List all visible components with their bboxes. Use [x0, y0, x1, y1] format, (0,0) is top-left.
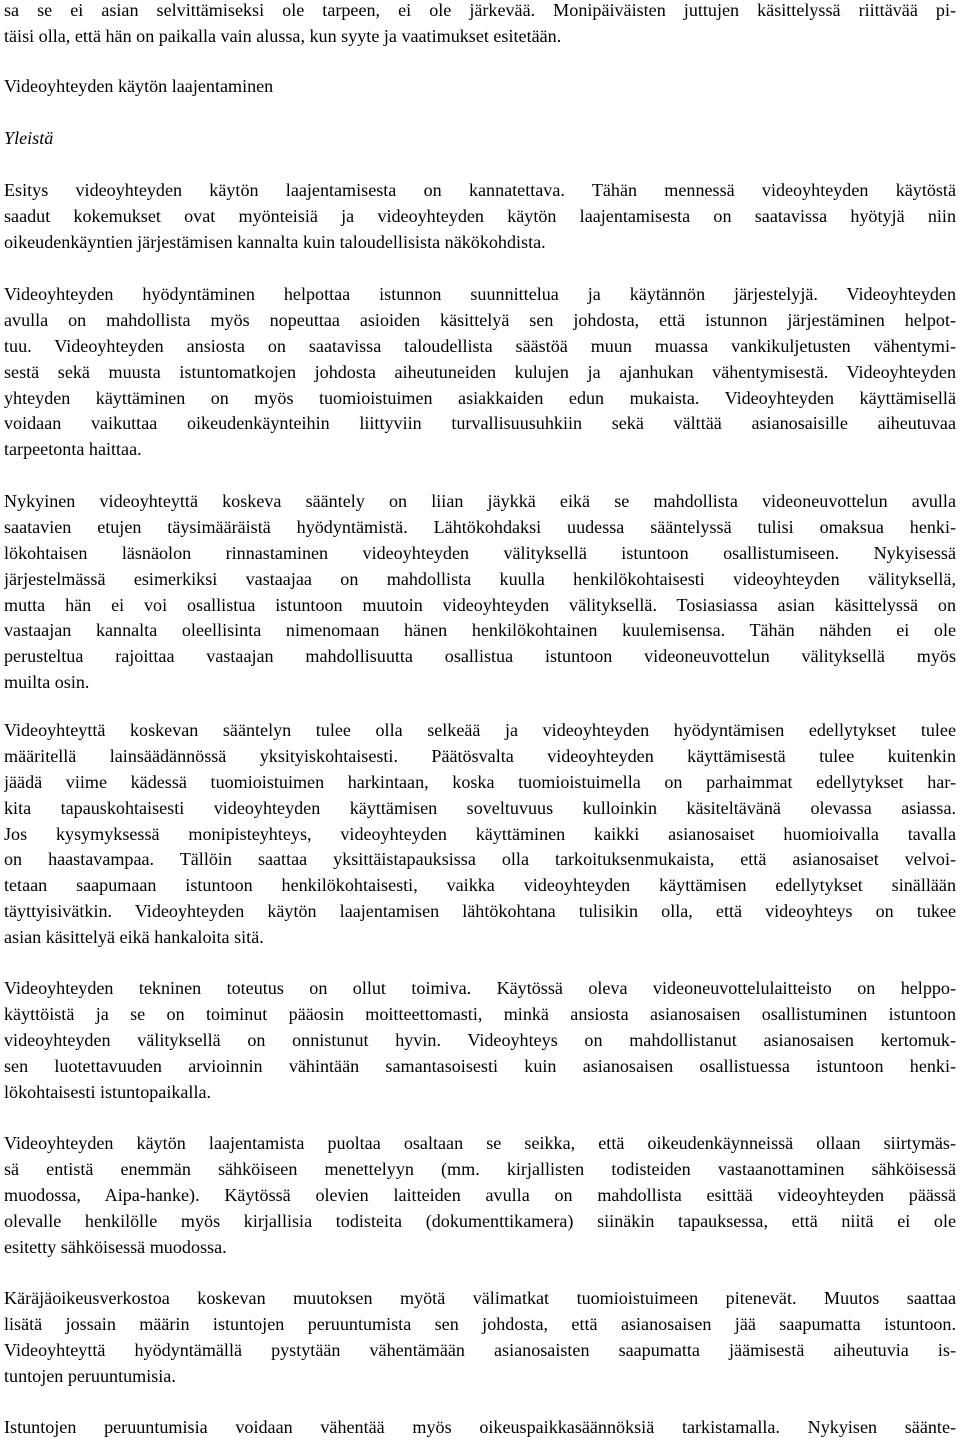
intro-paragraph: [4, 0, 956, 50]
text-line: määritellä lainsäädännössä yksityiskohtaisesti. Päätösvalta videoyhteyden käyttämisestä tulee kuitenkin: [4, 745, 956, 766]
text-line: Videoyhteyttä hyödyntämällä pystytään vähentämään asianosaisten saapumatta jäämisestä aiheutuvia is-: [4, 1339, 956, 1360]
text-line: Videoyhteyttä koskevan sääntelyn tulee olla selkeää ja videoyhteyden hyödyntämisen edellytykset tulee: [4, 720, 956, 740]
paragraph-5: [4, 976, 956, 1105]
subheading: Yleistä: [4, 128, 54, 148]
text-line: perusteltua rajoittaa vastaajan mahdollisuutta osallistua istuntoon videoneuvottelun välityksellä myös: [4, 646, 956, 667]
paragraph-3: [4, 489, 956, 696]
text-line: saatavien etujen täysimääräistä hyödyntämistä. Lähtökohdaksi uudessa sääntelyssä tulisi omaksua henki-: [4, 516, 956, 537]
paragraph-8: [4, 1415, 956, 1441]
text-line: tarpeetonta haittaa.: [4, 439, 142, 460]
text-line: videoyhteyden välityksellä on onnistunut hyvin. Videoyhteys on mahdollistanut asianosaisen kertomuk-: [4, 1029, 956, 1050]
text-line: sen luotettavuuden arvioinnin vähintään samantasoisesti kuin asianosaisen osallistuessa istuntoon henki-: [4, 1055, 956, 1076]
text-line: asian käsittelyä eikä hankaloita sitä.: [4, 927, 264, 948]
text-line: sa se ei asian selvittämiseksi ole tarpeen, ei ole järkevää. Monipäiväisten juttujen käsittelyssä riittävää pi-: [4, 0, 956, 20]
text-line: Jos kysymyksessä monipisteyhteys, videoyhteyden käyttäminen kaikki asianosaiset huomioivalla tavalla: [4, 823, 956, 844]
text-line: sä entistä enemmän sähköiseen menettelyyn (mm. kirjallisten todisteiden vastaanottaminen sähköisessä: [4, 1158, 956, 1179]
paragraph-2: [4, 282, 956, 463]
text-line: Videoyhteyden käytön laajentamista puoltaa osaltaan se seikka, että oikeudenkäynneissä ollaan siirtymäs-: [4, 1133, 956, 1153]
text-line: Videoyhteyden hyödyntäminen helpottaa istunnon suunnittelua ja käytännön järjestelyjä. Videoyhteyden: [4, 284, 956, 304]
text-line: jäädä viime kädessä tuomioistuimen harkintaan, koska tuomioistuimella on parhaimmat edellytykset har-: [4, 771, 956, 792]
text-line: vastaajan kannalta oleellisinta nimenomaan hänen henkilökohtainen kuulemisensa. Tähän nähden ei ole: [4, 620, 956, 641]
text-line: käyttöistä ja se on toiminut pääosin moitteettomasti, minkä ansiosta asianosaisen osallistuminen istuntoon: [4, 1003, 956, 1024]
text-line: tuntojen peruuntumisia.: [4, 1365, 176, 1386]
text-line: muodossa, Aipa-hanke). Käytössä olevien laitteiden avulla on mahdollista esittää videoyhteyden päässä: [4, 1184, 956, 1205]
text-line: esitetty sähköisessä muodossa.: [4, 1236, 227, 1257]
document-page: [4, 0, 956, 1445]
text-line: Istuntojen peruuntumisia voidaan vähentää myös oikeuspaikkasäännöksiä tarkistamalla. Nykyisen säänte-: [4, 1417, 956, 1437]
text-line: täyttyisivätkin. Videoyhteyden käytön laajentamisen lähtökohtana tulisikin olla, että videoyhteys on tukee: [4, 901, 956, 922]
text-line: saadut kokemukset ovat myönteisiä ja videoyhteyden käytön laajentamisesta on saatavissa hyötyjä niin: [4, 205, 956, 226]
text-line: on haastavampaa. Tällöin saattaa yksittäistapauksissa olla tarkoituksenmukaista, että asianosaiset velvoi-: [4, 849, 956, 870]
section-heading: Videoyhteyden käytön laajentaminen: [4, 76, 274, 96]
text-line: Nykyinen videoyhteyttä koskeva sääntely on liian jäykkä eikä se mahdollista videoneuvottelun avulla: [4, 491, 956, 511]
text-line: mutta hän ei voi osallistua istuntoon muutoin videoyhteyden välityksellä. Tosiasiassa asian käsittelyssä on: [4, 594, 956, 615]
text-line: Videoyhteyden tekninen toteutus on ollut toimiva. Käytössä oleva videoneuvottelulaitteisto on helppo-: [4, 978, 956, 998]
text-line: Käräjäoikeusverkostoa koskevan muutoksen myötä välimatkat tuomioistuimeen pitenevät. Muutos saattaa: [4, 1288, 956, 1308]
text-line: kita tapauskohtaisesti videoyhteyden käyttämisen soveltuvuus kulloinkin käsiteltävänä olevassa asiassa.: [4, 797, 956, 818]
text-line: voidaan vaikuttaa oikeudenkäynteihin liittyviin turvallisuusuhkiin sekä välttää asianosaisille aiheutuvaa: [4, 413, 956, 434]
paragraph-6: [4, 1131, 956, 1260]
text-line: järjestelmässä esimerkiksi vastaajaa on mahdollista kuulla henkilökohtaisesti videoyhteyden välityksellä,: [4, 568, 956, 589]
paragraph-7: [4, 1286, 956, 1390]
text-line: täisi olla, että hän on paikalla vain alussa, kun syyte ja vaatimukset esitetään.: [4, 25, 562, 46]
paragraph-1: [4, 178, 956, 256]
text-line: Esitys videoyhteyden käytön laajentamisesta on kannatettava. Tähän mennessä videoyhteyden käytöstä: [4, 180, 956, 200]
text-line: tuu. Videoyhteyden ansiosta on saatavissa taloudellista säästöä muun muassa vankikuljetusten vähentymi-: [4, 335, 956, 356]
text-line: yhteyden käyttäminen on myös tuomioistuimen asiakkaiden edun mukaista. Videoyhteyden käyttämisellä: [4, 387, 956, 408]
text-line: lisätä jossain määrin istuntojen peruuntumista sen johdosta, että asianosaisen jää saapumatta istuntoon.: [4, 1313, 956, 1334]
text-line: lökohtaisesti istuntopaikalla.: [4, 1081, 212, 1102]
text-line: oikeudenkäyntien järjestämisen kannalta kuin taloudellisista näkökohdista.: [4, 231, 546, 252]
text-line: lökohtaisen läsnäolon rinnastaminen videoyhteyden välityksellä istuntoon osallistumiseen. Nykyisessä: [4, 542, 956, 563]
text-line: tetaan saapumaan istuntoon henkilökohtaisesti, vaikka videoyhteyden käyttämisen edellytykset sinällään: [4, 875, 956, 896]
text-line: muilta osin.: [4, 672, 90, 693]
text-line: olevalle henkilölle myös kirjallisia todisteita (dokumenttikamera) siinäkin tapauksessa, että niitä ei ole: [4, 1210, 956, 1231]
paragraph-4: [4, 718, 956, 951]
text-line: sestä sekä muusta istuntomatkojen johdosta aiheutuneiden kulujen ja ajanhukan vähentymisestä. Videoyhteyden: [4, 361, 956, 382]
text-line: avulla on mahdollista myös nopeuttaa asioiden käsittelyä sen johdosta, että istunnon järjestäminen helpot-: [4, 309, 956, 330]
